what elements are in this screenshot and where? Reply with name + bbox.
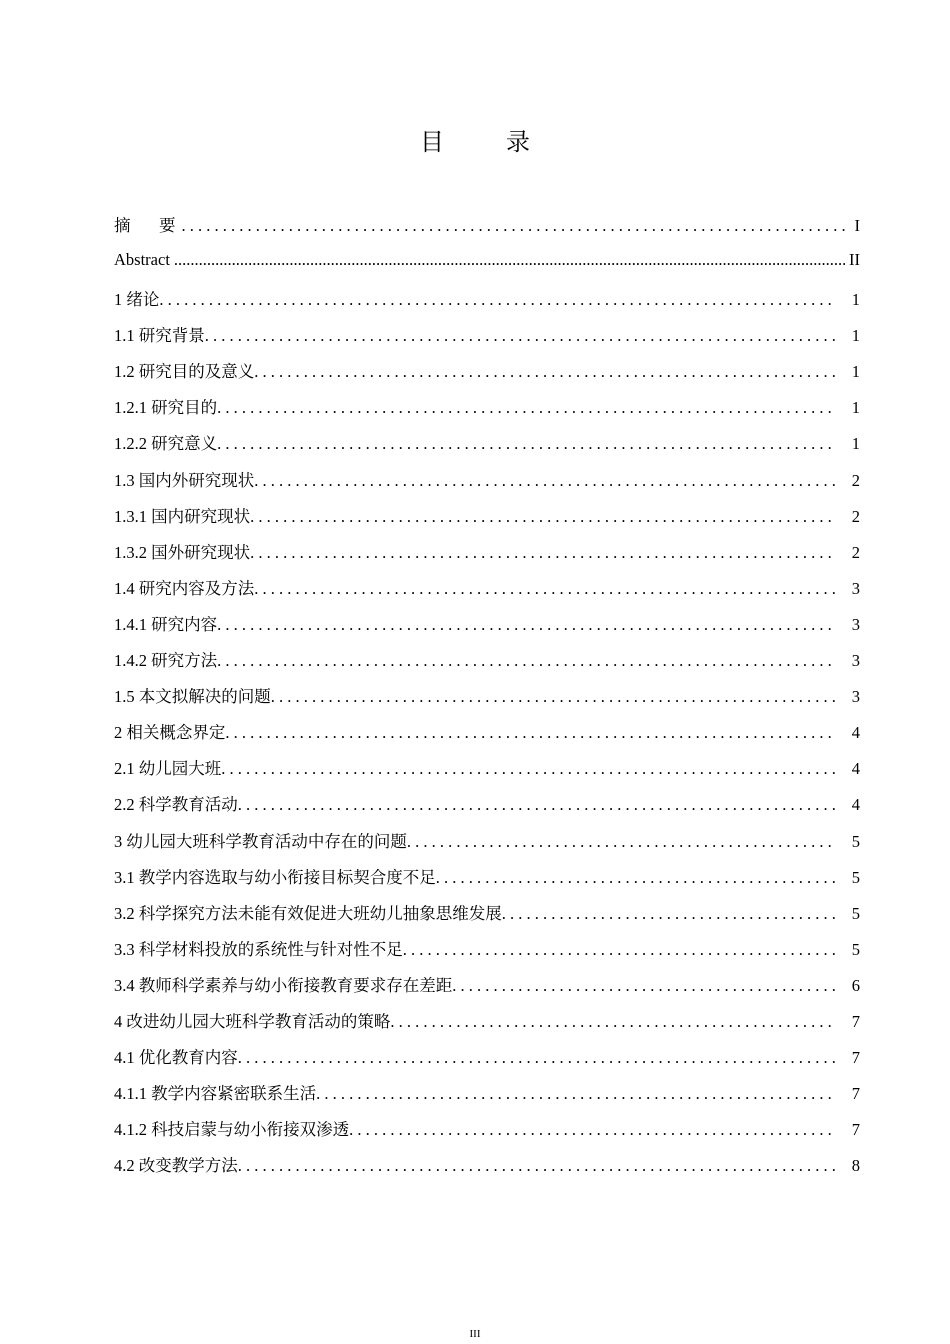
toc-entry[interactable] bbox=[114, 322, 860, 358]
dot-leader bbox=[238, 795, 835, 815]
toc-entry-page: 3 bbox=[851, 614, 860, 634]
toc-entry-page: 1 bbox=[851, 326, 860, 346]
toc-entry-page: I bbox=[854, 216, 860, 235]
dot-leader bbox=[205, 326, 835, 346]
dot-leader bbox=[254, 362, 835, 382]
dot-leader bbox=[254, 471, 835, 491]
toc-entry-page: 2 bbox=[851, 542, 860, 562]
toc-entry-label: 1.5 本文拟解决的问题 bbox=[114, 687, 271, 707]
toc-entry-label: 3.2 科学探究方法未能有效促进大班幼儿抽象思维发展 bbox=[114, 903, 502, 923]
toc-entry-page: 5 bbox=[851, 939, 860, 959]
toc-entry-label: 1.3.2 国外研究现状 bbox=[114, 542, 251, 562]
toc-entry-page: II bbox=[849, 250, 860, 269]
dot-leader bbox=[349, 1120, 835, 1140]
toc-entry[interactable] bbox=[114, 503, 860, 539]
toc-entry[interactable] bbox=[114, 647, 860, 683]
toc-entry-page: 7 bbox=[851, 1120, 860, 1140]
toc-entry[interactable] bbox=[114, 467, 860, 503]
toc-entry-label: 2 相关概念界定 bbox=[114, 723, 226, 743]
toc-entry-page: 1 bbox=[851, 290, 860, 310]
toc-entry[interactable] bbox=[114, 430, 860, 466]
toc-entry[interactable] bbox=[114, 719, 860, 755]
dot-leader bbox=[250, 543, 835, 563]
dot-leader bbox=[238, 1156, 835, 1176]
toc-entry[interactable] bbox=[114, 358, 860, 394]
toc-entry-label: 1.1 研究背景 bbox=[114, 326, 205, 346]
toc-entry-page: 4 bbox=[851, 759, 860, 779]
toc-entry[interactable] bbox=[114, 539, 860, 575]
dot-leader bbox=[225, 723, 835, 743]
toc-entry-label: 4.1 优化教育内容 bbox=[114, 1048, 238, 1068]
dot-leader bbox=[436, 868, 835, 888]
dot-leader bbox=[221, 759, 835, 779]
dot-leader bbox=[217, 651, 835, 671]
toc-entry-page: 3 bbox=[851, 687, 860, 707]
toc-entry-page: 1 bbox=[851, 362, 860, 382]
toc-entry-label: 3.3 科学材料投放的系统性与针对性不足 bbox=[114, 939, 403, 959]
toc-entry-label: Abstract bbox=[114, 250, 170, 269]
toc-entry-label: 4.2 改变教学方法 bbox=[114, 1156, 238, 1176]
dot-leader bbox=[390, 1012, 835, 1032]
toc-entry[interactable] bbox=[114, 611, 860, 647]
toc-entry[interactable] bbox=[114, 250, 860, 286]
toc-entry-page: 6 bbox=[851, 975, 860, 995]
toc-entry[interactable] bbox=[114, 1116, 860, 1152]
toc-entry-page: 2 bbox=[851, 470, 860, 490]
toc-entry-label: 4 改进幼儿园大班科学教育活动的策略 bbox=[114, 1011, 391, 1031]
toc-entry[interactable] bbox=[114, 394, 860, 430]
toc-entry-label: 1.2.1 研究目的 bbox=[114, 398, 218, 418]
toc-entry-page: 4 bbox=[851, 795, 860, 815]
toc-entry-page: 4 bbox=[851, 723, 860, 743]
dot-leader bbox=[254, 579, 835, 599]
dot-leader bbox=[403, 940, 835, 960]
page-number: III bbox=[469, 1328, 481, 1340]
toc-entry[interactable] bbox=[114, 791, 860, 827]
toc-entry-label: 1.2 研究目的及意义 bbox=[114, 362, 255, 382]
toc-entry[interactable] bbox=[114, 575, 860, 611]
dot-leader bbox=[182, 216, 846, 236]
toc-entry-page: 3 bbox=[851, 578, 860, 598]
dot-leader bbox=[502, 904, 835, 924]
toc-entry[interactable] bbox=[114, 212, 860, 250]
toc-entry-page: 2 bbox=[851, 506, 860, 526]
toc-entry-label: 1.4 研究内容及方法 bbox=[114, 578, 255, 598]
toc-entry-label: 1 绪论 bbox=[114, 290, 160, 310]
toc-entry-page: 3 bbox=[851, 651, 860, 671]
dot-leader bbox=[217, 615, 835, 635]
toc-entry[interactable] bbox=[114, 936, 860, 972]
toc-entry[interactable] bbox=[114, 286, 860, 322]
toc-entry[interactable] bbox=[114, 864, 860, 900]
toc-entry-label: 1.2.2 研究意义 bbox=[114, 434, 218, 454]
toc-entry[interactable] bbox=[114, 683, 860, 719]
toc-entry-page: 7 bbox=[851, 1011, 860, 1031]
dot-leader bbox=[174, 250, 845, 270]
toc-entry-label: 4.1.2 科技启蒙与幼小衔接双渗透 bbox=[114, 1120, 350, 1140]
toc-entry-label: 摘 要 bbox=[114, 216, 182, 235]
toc-entry-page: 5 bbox=[851, 903, 860, 923]
toc-entry-page: 7 bbox=[851, 1084, 860, 1104]
toc-entry-label: 2.2 科学教育活动 bbox=[114, 795, 238, 815]
toc-entry-page: 5 bbox=[851, 831, 860, 851]
toc-entry-label: 1.3 国内外研究现状 bbox=[114, 470, 255, 490]
toc-entry[interactable] bbox=[114, 900, 860, 936]
dot-leader bbox=[238, 1048, 835, 1068]
toc-entry-page: 7 bbox=[851, 1048, 860, 1068]
toc-entry[interactable] bbox=[114, 755, 860, 791]
toc-entry[interactable] bbox=[114, 828, 860, 864]
toc-entry-label: 3.4 教师科学素养与幼小衔接教育要求存在差距 bbox=[114, 975, 453, 995]
toc-entry[interactable] bbox=[114, 1008, 860, 1044]
toc-entry-label: 1.4.2 研究方法 bbox=[114, 651, 218, 671]
dot-leader bbox=[452, 976, 835, 996]
toc-entry-label: 3 幼儿园大班科学教育活动中存在的问题 bbox=[114, 831, 407, 851]
dot-leader bbox=[250, 507, 835, 527]
dot-leader bbox=[271, 687, 835, 707]
dot-leader bbox=[316, 1084, 835, 1104]
dot-leader bbox=[407, 832, 835, 852]
toc-entry-label: 4.1.1 教学内容紧密联系生活 bbox=[114, 1084, 317, 1104]
dot-leader bbox=[217, 398, 835, 418]
toc-entry-label: 1.3.1 国内研究现状 bbox=[114, 506, 251, 526]
toc-entry[interactable] bbox=[114, 972, 860, 1008]
toc-entry-label: 3.1 教学内容选取与幼小衔接目标契合度不足 bbox=[114, 867, 436, 887]
toc-entry-page: 1 bbox=[851, 398, 860, 418]
toc-entry-label: 2.1 幼儿园大班 bbox=[114, 759, 222, 779]
dot-leader bbox=[159, 290, 835, 310]
toc-entry-page: 8 bbox=[851, 1156, 860, 1176]
table-of-contents bbox=[114, 212, 860, 1188]
toc-entry[interactable] bbox=[114, 1152, 860, 1188]
toc-entry-page: 1 bbox=[851, 434, 860, 454]
toc-entry-label: 1.4.1 研究内容 bbox=[114, 614, 218, 634]
dot-leader bbox=[217, 434, 835, 454]
toc-entry-page: 5 bbox=[851, 867, 860, 887]
toc-entry[interactable] bbox=[114, 1044, 860, 1080]
toc-entry[interactable] bbox=[114, 1080, 860, 1116]
toc-title: 目 录 bbox=[420, 130, 558, 156]
